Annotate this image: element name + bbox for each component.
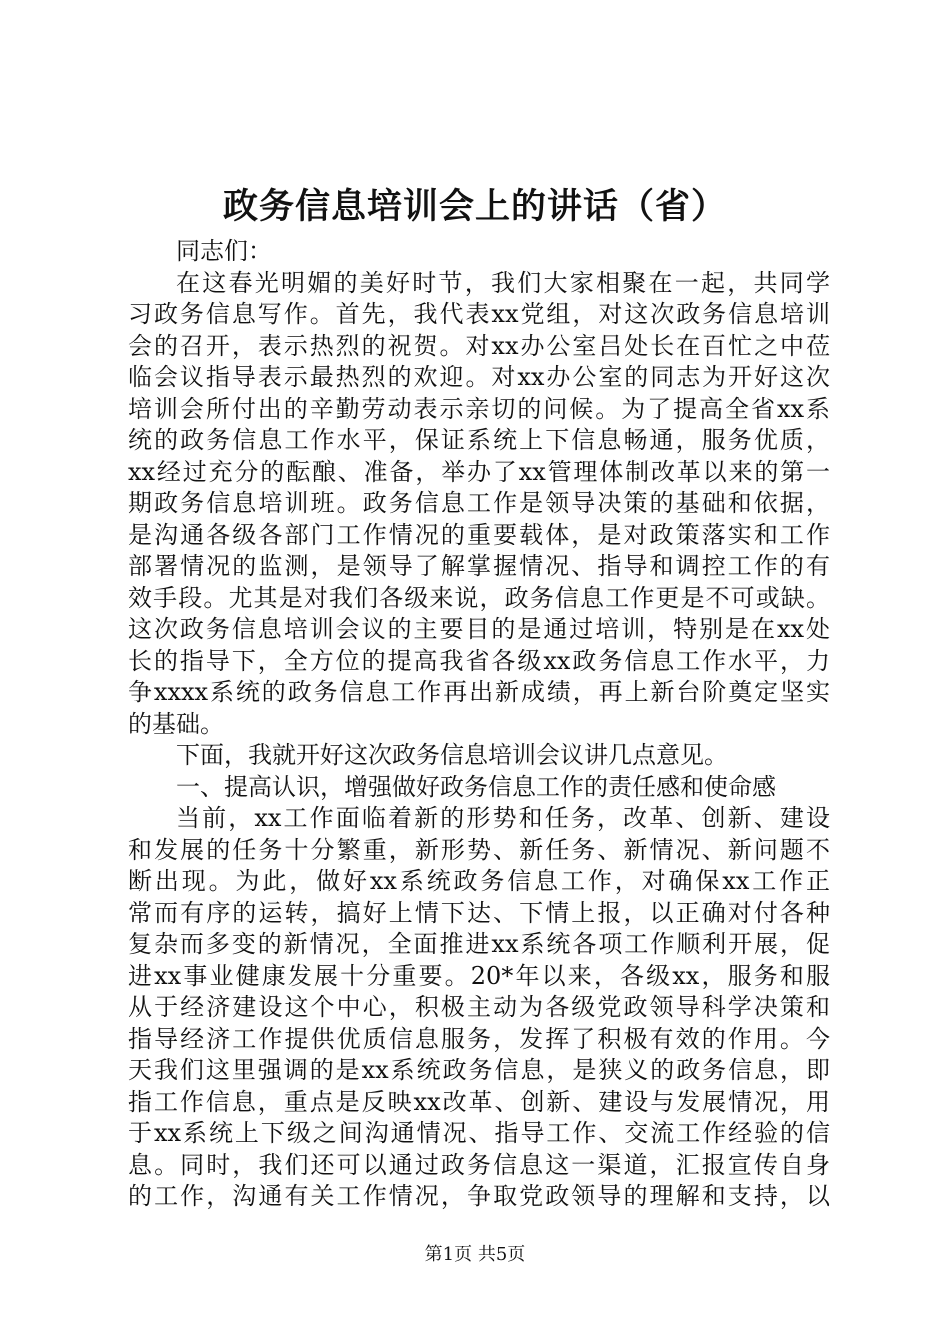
body-line: 于xx系统上下级之间沟通情况、指导工作、交流工作经验的信: [128, 1119, 830, 1147]
body-line: 习政务信息写作。首先，我代表xx党组，对这次政务信息培训: [128, 300, 830, 328]
body-line: 当前，xx工作面临着新的形势和任务，改革、创新、建设: [176, 804, 830, 832]
body-line: 断出现。为此，做好xx系统政务信息工作，对确保xx工作正: [128, 867, 830, 895]
body-line: 的工作，沟通有关工作情况，争取党政领导的理解和支持，以: [128, 1182, 830, 1210]
body-line: 复杂而多变的新情况，全面推进xx系统各项工作顺利开展，促: [128, 930, 830, 958]
body-line: 天我们这里强调的是xx系统政务信息，是狭义的政务信息，即: [128, 1056, 830, 1084]
body-line: 下面，我就开好这次政务信息培训会议讲几点意见。: [176, 741, 728, 769]
body-line: 统的政务信息工作水平，保证系统上下信息畅通，服务优质，: [128, 426, 830, 454]
section-heading: 一、提高认识，增强做好政务信息工作的责任感和使命感: [176, 772, 776, 801]
body-line: xx经过充分的酝酿、准备，举办了xx管理体制改革以来的第一: [128, 457, 830, 486]
body-line: 在这春光明媚的美好时节，我们大家相聚在一起，共同学: [176, 268, 830, 297]
document-body: [128, 236, 830, 1213]
body-line: 和发展的任务十分繁重，新形势、新任务、新情况、新问题不: [128, 835, 830, 864]
body-line: 部署情况的监测，是领导了解掌握情况、指导和调控工作的有: [128, 552, 830, 580]
body-line: 从于经济建设这个中心，积极主动为各级党政领导科学决策和: [128, 993, 830, 1021]
body-line: 长的指导下，全方位的提高我省各级xx政务信息工作水平，力: [128, 646, 830, 675]
body-line: 会的召开，表示热烈的祝贺。对xx办公室吕处长在百忙之中莅: [128, 331, 830, 360]
salutation-line: 同志们：: [176, 237, 272, 265]
document-title: 政务信息培训会上的讲话（省）: [222, 186, 727, 227]
page-number-footer: 第1页 共5页: [424, 1244, 526, 1265]
body-line: 培训会所付出的辛勤劳动表示亲切的问候。为了提高全省xx系: [128, 394, 830, 423]
body-line: 常而有序的运转，搞好上情下达、下情上报，以正确对付各种: [128, 898, 830, 927]
body-line: 的基础。: [128, 709, 224, 738]
body-line: 临会议指导表示最热烈的欢迎。对xx办公室的同志为开好这次: [128, 363, 830, 391]
body-line: 指导经济工作提供优质信息服务，发挥了积极有效的作用。今: [128, 1024, 830, 1053]
body-line: 息。同时，我们还可以通过政务信息这一渠道，汇报宣传自身: [128, 1150, 830, 1179]
body-line: 效手段。尤其是对我们各级来说，政务信息工作更是不可或缺。: [128, 583, 830, 612]
body-line: 是沟通各级各部门工作情况的重要载体，是对政策落实和工作: [128, 520, 830, 549]
body-line: 争xxxx系统的政务信息工作再出新成绩，再上新台阶奠定坚实: [128, 678, 830, 706]
body-line: 这次政务信息培训会议的主要目的是通过培训，特别是在xx处: [128, 615, 830, 643]
body-line: 指工作信息，重点是反映xx改革、创新、建设与发展情况，用: [128, 1087, 830, 1116]
body-line: 期政务信息培训班。政务信息工作是领导决策的基础和依据，: [128, 489, 830, 517]
body-line: 进xx事业健康发展十分重要。20*年以来，各级xx，服务和服: [128, 961, 830, 990]
